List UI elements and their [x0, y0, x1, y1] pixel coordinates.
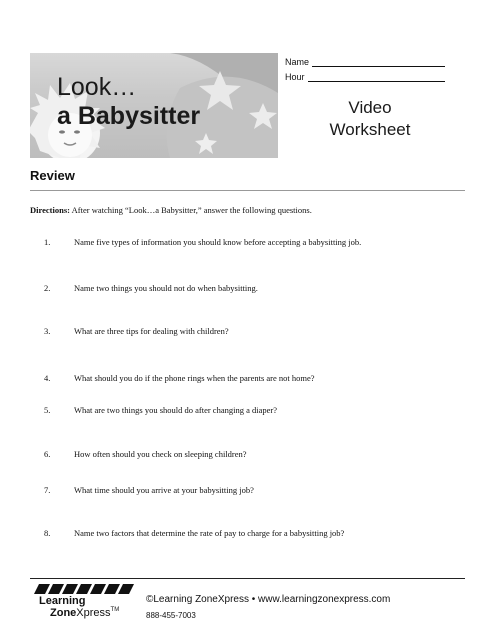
logo-stripes-icon [30, 583, 140, 595]
question-number: 7. [44, 485, 51, 495]
question-text: Name five types of information you should know before accepting a babysitting job. [74, 237, 362, 247]
question-text: Name two factors that determine the rate of pay to charge for a babysitting job? [74, 528, 345, 538]
question-1 [44, 237, 361, 247]
question-5 [44, 405, 277, 415]
question-text: How often should you check on sleeping children? [74, 449, 247, 459]
footer-credit: ©Learning ZoneXpress • www.learningzonexpress.com [146, 594, 391, 605]
worksheet-title-line1: Video [348, 98, 392, 117]
footer-phone: 888-455-7003 [146, 611, 196, 620]
hour-field[interactable] [285, 72, 305, 82]
name-field[interactable] [285, 57, 309, 67]
name-label: Name [285, 57, 310, 67]
question-text: Name two things you should not do when babysitting. [74, 283, 258, 293]
worksheet-title-line2: Worksheet [329, 120, 411, 139]
question-6 [44, 449, 247, 459]
question-2 [44, 283, 258, 293]
footer-divider [30, 578, 465, 579]
question-4 [44, 373, 315, 383]
question-number: 3. [44, 326, 51, 336]
logo-zone: Zone [50, 607, 77, 619]
directions-text: After watching “Look…a Babysitter,” answer the following questions. [69, 205, 312, 215]
question-7 [44, 485, 254, 495]
section-divider [30, 190, 465, 191]
question-number: 8. [44, 528, 51, 538]
video-title-line1: Look… [57, 73, 137, 101]
directions [30, 205, 312, 215]
logo-text-line1: Learning [39, 595, 86, 607]
video-title-line2: a Babysitter [57, 102, 201, 130]
question-text: What time should you arrive at your babysitting job? [74, 485, 254, 495]
question-number: 5. [44, 405, 51, 415]
hour-label: Hour [285, 72, 305, 82]
name-line[interactable] [312, 66, 445, 67]
header-banner [30, 53, 278, 158]
hour-line[interactable] [308, 81, 445, 82]
section-heading: Review [30, 168, 75, 183]
directions-label: Directions: [30, 205, 70, 215]
question-3 [44, 326, 229, 336]
question-number: 1. [44, 237, 51, 247]
logo-trademark: TM [110, 607, 120, 613]
question-number: 4. [44, 373, 51, 383]
question-8 [44, 528, 344, 538]
learning-zonexpress-logo [30, 583, 140, 623]
question-number: 2. [44, 283, 51, 293]
worksheet-title [300, 97, 440, 141]
question-number: 6. [44, 449, 51, 459]
question-text: What are two things you should do after changing a diaper? [74, 405, 277, 415]
logo-xpress: Xpress [76, 607, 111, 619]
question-text: What should you do if the phone rings when the parents are not home? [74, 373, 315, 383]
logo-text-line2 [50, 607, 119, 619]
video-title [57, 73, 200, 131]
question-text: What are three tips for dealing with children? [74, 326, 229, 336]
